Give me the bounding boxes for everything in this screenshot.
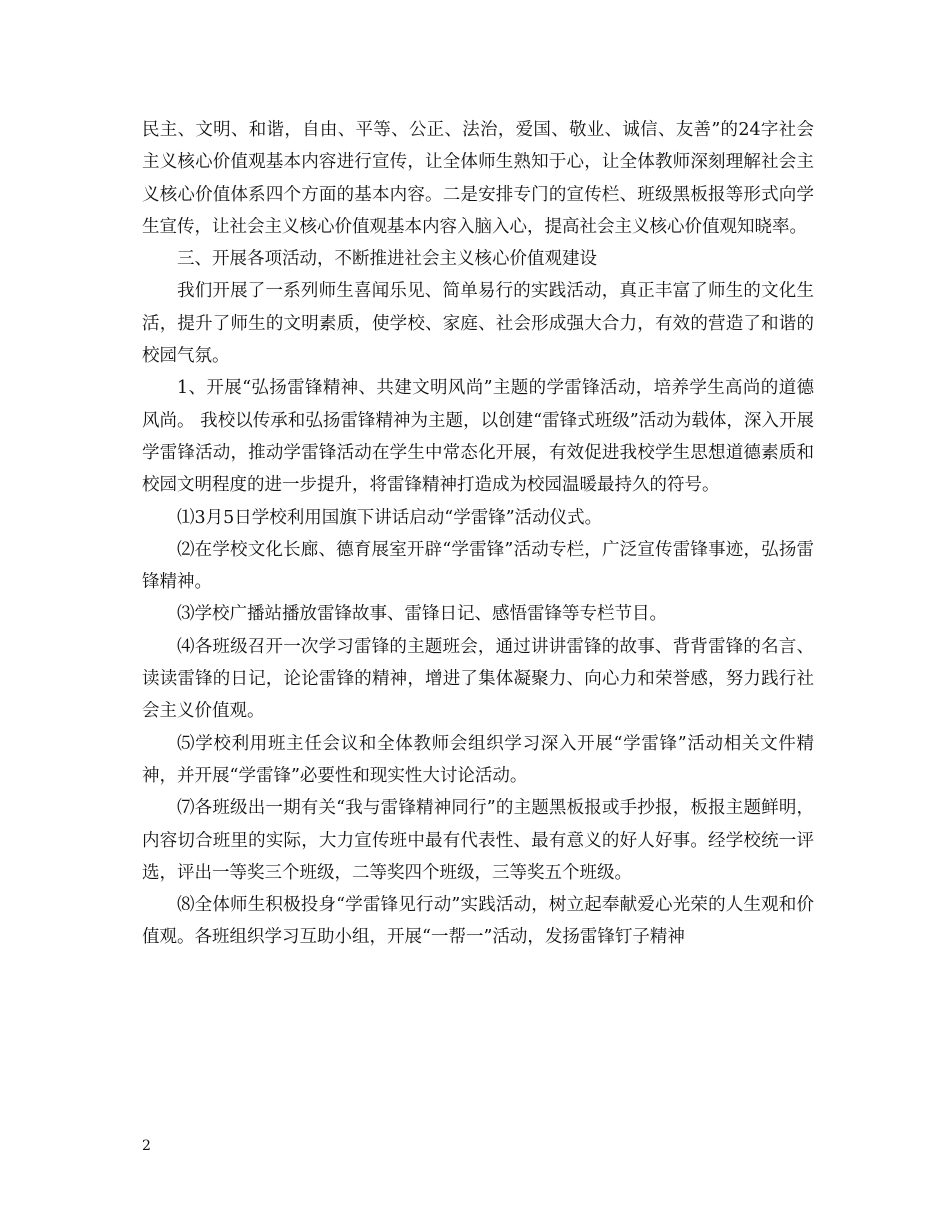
list-item: ⑻全体师生积极投身“学雷锋见行动”实践活动，树立起奉献爱心光荣的人生观和价值观。各班组织学习互助小组，开展“一帮一”活动，发扬雷锋钉子精神 [142, 895, 814, 948]
list-item: ⑸学校利用班主任会议和全体教师会组织学习深入开展“学雷锋”活动相关文件精神，并开展“学雷锋”必要性和现实性大讨论活动。 [142, 733, 814, 786]
paragraph: 1、开展“弘扬雷锋精神、共建文明风尚”主题的学雷锋活动，培养学生高尚的道德风尚。 我校以传承和弘扬雷锋精神为主题，以创建“雷锋式班级”活动为载体，深入开展学雷锋活动，推动学雷锋活动在学生中常态化开展，有效促进我校学生思想道德素质和校园文明程度的进一步提升，将雷锋精神打造成为校园温暖最持久的符号。 [142, 378, 814, 496]
page-number: 2 [142, 1138, 151, 1154]
list-item: ⑴3月5日学校利用国旗下讲话启动“学雷锋”活动仪式。 [177, 507, 603, 528]
section-heading: 三、开展各项活动，不断推进社会主义核心价值观建设 [177, 249, 597, 270]
list-item: ⑷各班级召开一次学习雷锋的主题班会，通过讲讲雷锋的故事、背背雷锋的名言、读读雷锋的日记，论论雷锋的精神，增进了集体凝聚力、向心力和荣誉感，努力践行社会主义价值观。 [142, 636, 814, 722]
paragraph: 我们开展了一系列师生喜闻乐见、简单易行的实践活动，真正丰富了师生的文化生活，提升了师生的文明素质，使学校、家庭、社会形成强大合力，有效的营造了和谐的校园气氛。 [142, 281, 814, 367]
paragraph: 民主、文明、和谐，自由、平等、公正、法治，爱国、敬业、诚信、友善”的24字社会主义核心价值观基本内容进行宣传，让全体师生熟知于心，让全体教师深刻理解社会主义核心价值体系四个方面的基本内容。二是安排专门的宣传栏、班级黑板报等形式向学生宣传，让社会主义核心价值观基本内容入脑入心，提高社会主义核心价值观知晓率。 [142, 120, 814, 237]
list-item: ⑵在学校文化长廊、德育展室开辟“学雷锋”活动专栏，广泛宣传雷锋事迹，弘扬雷锋精神。 [142, 539, 814, 593]
list-item: ⑶学校广播站播放雷锋故事、雷锋日记、感悟雷锋等专栏节目。 [177, 604, 667, 625]
body-text [142, 114, 814, 954]
list-item: ⑺各班级出一期有关“我与雷锋精神同行”的主题黑板报或手抄报，板报主题鲜明，内容切合班里的实际，大力宣传班中最有代表性、最有意义的好人好事。经学校统一评选，评出一等奖三个班级，二等奖四个班级，三等奖五个班级。 [142, 798, 814, 883]
